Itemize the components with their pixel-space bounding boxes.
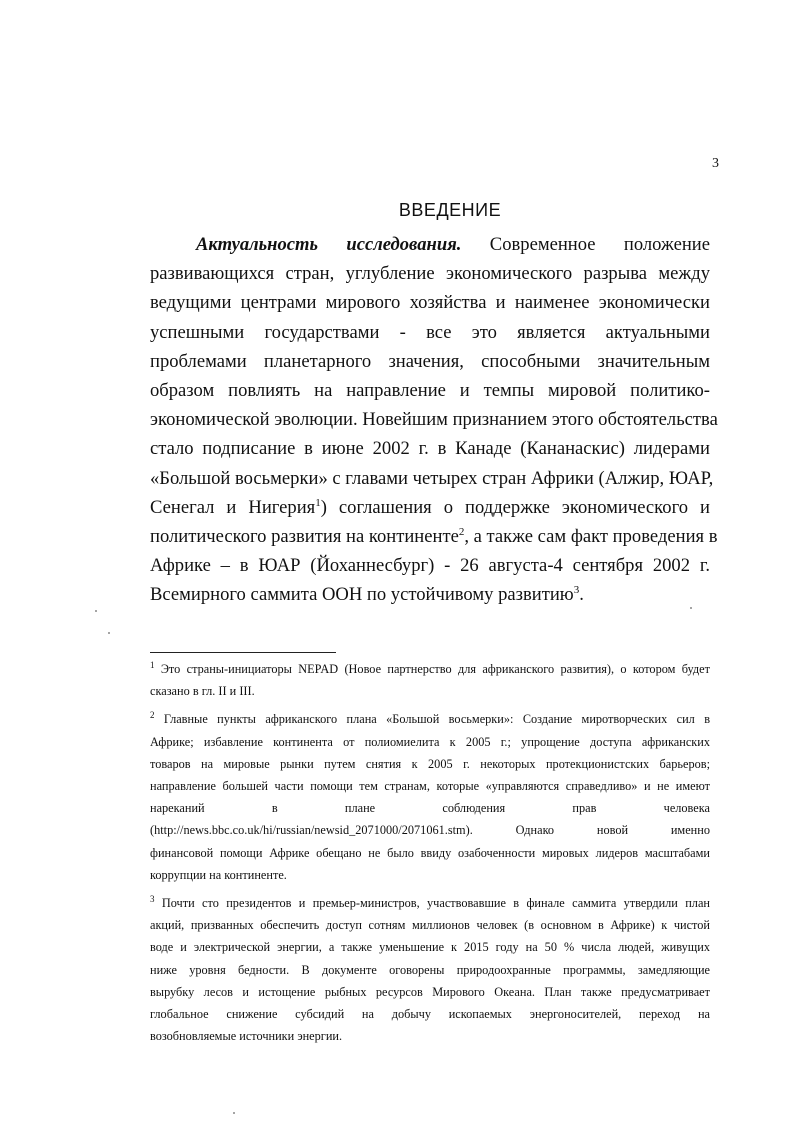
body-line-text: Сенегал и Нигерия (150, 496, 316, 518)
footnote-line: Африке; избавление континента от полиомиелита к 2005 г.; упрощение доступа африканских (150, 734, 710, 749)
page-number: 3 (712, 156, 719, 171)
footnote-line: товаров на мировые рынки путем снятия к 2005 г. некоторых протекционистских барьеров; (150, 756, 710, 771)
scan-speck (690, 607, 692, 609)
body-line: экономической эволюции. Новейшим признанием этого обстоятельства (150, 409, 718, 431)
body-line-text: ) соглашения о поддержке экономического и (320, 496, 710, 518)
body-line-text: политического развития на континенте (150, 526, 459, 548)
footnote-line: коррупции на континенте. (150, 867, 287, 882)
footnote-line: нареканий в плане соблюдения прав человека (150, 801, 710, 816)
body-line (150, 230, 710, 259)
scan-speck (95, 610, 97, 612)
footnote-line (150, 708, 710, 730)
body-line: успешными государствами - все это является актуальными (150, 321, 710, 343)
footnote-line: воде и электрической энергии, а также уменьшение к 2015 году на 50 % числа людей, живущих (150, 940, 710, 955)
footnote-ref-2[interactable]: 2 (458, 526, 465, 539)
footnote-2 (150, 708, 710, 886)
body-line (150, 493, 710, 522)
footnote-text: Главные пункты африканского плана «Большой восьмерки»: Создание миротворческих сил в (154, 712, 710, 727)
footnote-line: возобновляемые источники энергии. (150, 1029, 343, 1044)
footnotes (150, 658, 710, 1047)
body-line: ведущими центрами мирового хозяйства и наименее экономически (150, 292, 710, 314)
body-line: Африке – в ЮАР (Йоханнесбург) - 26 августа-4 сентября 2002 г. (150, 555, 710, 577)
footnote-1 (150, 658, 710, 702)
body-line-text: . (579, 584, 584, 606)
body-line: проблемами планетарного значения, способными значительным (150, 350, 710, 372)
body-line (150, 522, 718, 551)
footnote-mark: 1 (150, 660, 155, 670)
footnote-text: Это страны-инициаторы NEPAD (Новое партнерство для африканского развития), о котором будет (154, 662, 710, 676)
footnote-line: финансовой помощи Африке обещано не было ввиду озабоченности мировых лидеров масштабами (150, 845, 710, 860)
footnote-ref-1[interactable]: 1 (315, 496, 321, 509)
footnote-line (150, 892, 710, 914)
body-line: стало подписание в июне 2002 г. в Канаде (Кананаскис) лидерами (150, 438, 710, 460)
scan-speck (108, 632, 110, 634)
footnote-mark: 2 (150, 710, 155, 721)
body-text (150, 230, 718, 610)
emphasis-phrase: Актуальность исследования. (196, 234, 462, 255)
body-line: «Большой восьмерки» с главами четырех стран Африки (Алжир, ЮАР, (150, 467, 714, 489)
footnote-line: направление большей части помощи тем странам, которые «управляются справедливо» и не имеют (150, 779, 710, 794)
footnote-line: акций, призванных обеспечить доступ сотням миллионов человек (в основном в Африке) к чистой (150, 918, 710, 933)
footnote-ref-3[interactable]: 3 (573, 584, 580, 597)
footnote-line: вырубку лесов и истощение рыбных ресурсов Мирового Океана. План также предусматривает (150, 984, 710, 999)
footnote-line: ниже уровня бедности. В документе оговорены природоохранные программы, замедляющие (150, 962, 710, 977)
body-line: развивающихся стран, углубление экономического разрыва между (150, 263, 710, 285)
footnote-link-line[interactable]: (http://news.bbc.co.uk/hi/russian/newsid_2071000/2071061.stm). Однако новой именно (150, 823, 710, 838)
page-title: ВВЕДЕНИЕ (398, 200, 502, 220)
footnote-mark: 3 (150, 894, 155, 905)
body-line-text: , а также сам факт проведения в (464, 526, 718, 548)
body-line: образом повлиять на направление и темпы мировой политико- (150, 380, 710, 402)
body-line-text: Всемирного саммита ООН по устойчивому развитию (150, 584, 574, 606)
body-line (150, 580, 710, 609)
footnote-line (150, 658, 710, 680)
footnote-line: глобальное снижение субсидий на добычу ископаемых энергоносителей, переход на (150, 1007, 710, 1022)
footnote-line: сказано в гл. II и III. (150, 684, 255, 699)
scan-speck (233, 1112, 235, 1114)
body-line-text: Современное положение (461, 234, 710, 255)
footnote-separator (150, 652, 336, 653)
footnote-3 (150, 892, 710, 1047)
footnote-text: Почти сто президентов и премьер-министров, участвовавшие в финале саммита утвердили план (154, 896, 710, 911)
